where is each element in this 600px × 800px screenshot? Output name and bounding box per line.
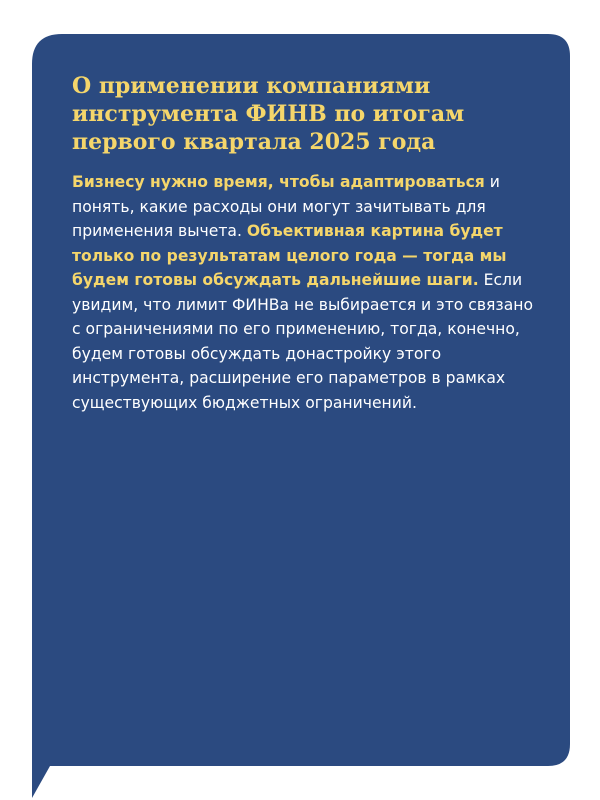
card-title: О применении компаниями инструмента ФИНВ по итогам первого квартала 2025 года bbox=[72, 73, 465, 155]
quote-text-2: Если увидим, что лимит ФИНВа не выбирается и это связано с ограничениями по его применению, тогда, конечно, будем готовы обсуждать донастройку этого инструмента, расширение его параметров в рамках существующих бюджетных ограничений. bbox=[72, 271, 534, 412]
quote-card bbox=[72, 72, 542, 415]
quote-body bbox=[72, 170, 542, 415]
quote-highlight-1: Бизнесу нужно время, чтобы адаптироваться bbox=[72, 173, 485, 191]
quote-text-1: и понять, какие расходы они могут зачитывать для применения вычета. bbox=[72, 173, 500, 240]
quote-highlight-2: Объективная картина будет только по результатам целого года — тогда мы будем готовы обсуждать дальнейшие шаги. bbox=[72, 222, 507, 289]
